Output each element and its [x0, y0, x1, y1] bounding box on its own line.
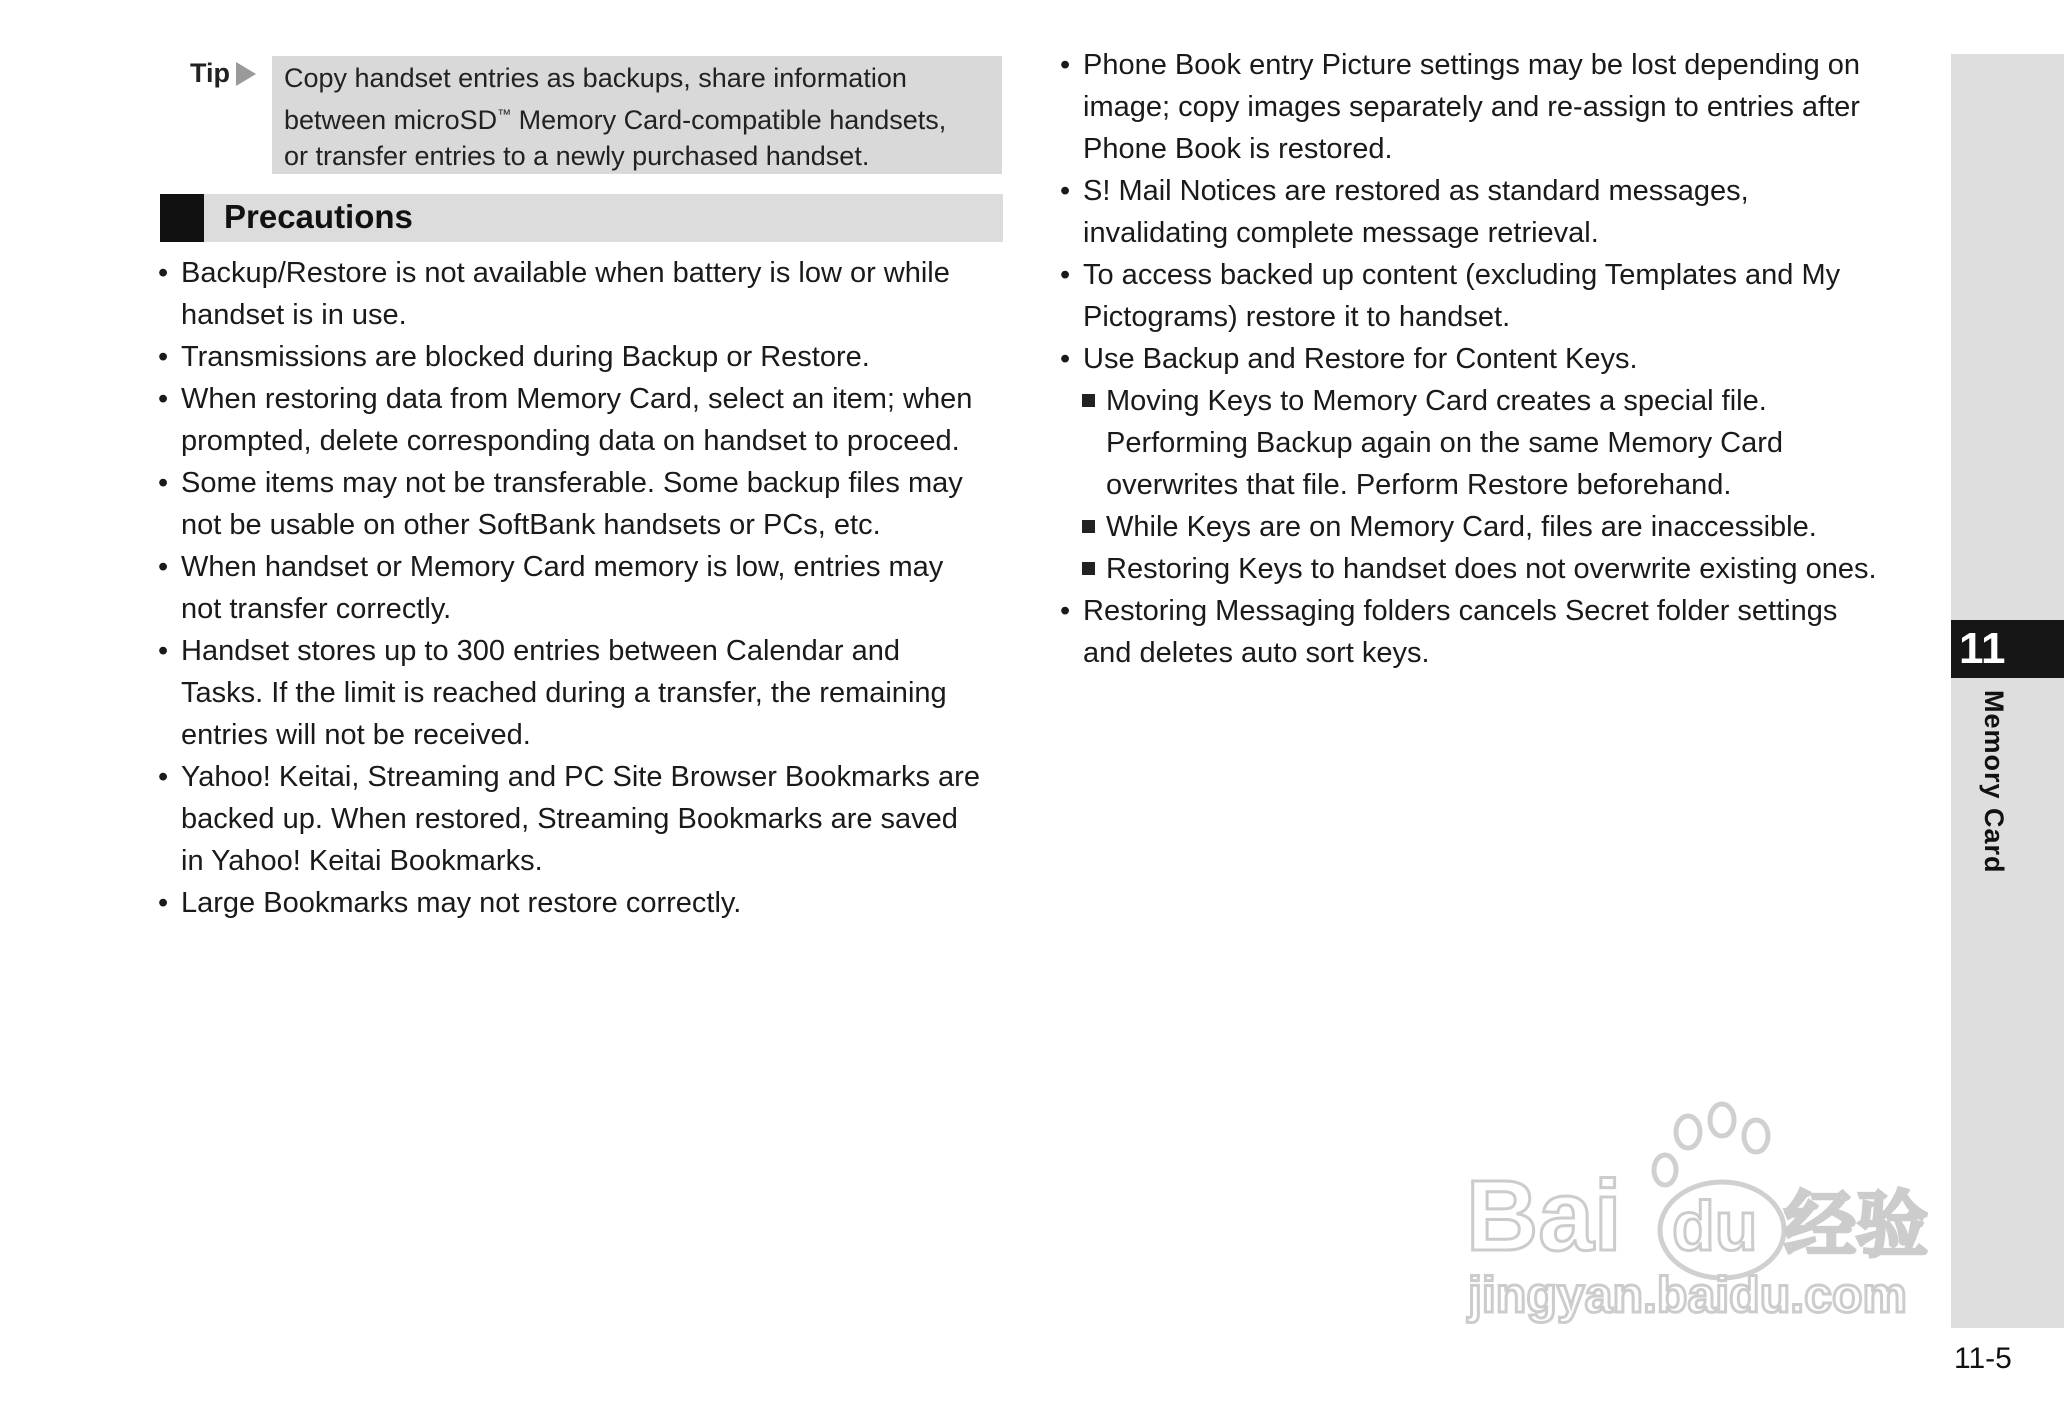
list-item-line: handset is in use. [181, 299, 407, 331]
list-item-line: Moving Keys to Memory Card creates a special file. [1106, 385, 1767, 417]
watermark-url-text: jingyan.baidu.com [1468, 1267, 1907, 1323]
list-item-line: backed up. When restored, Streaming Bookmarks are saved [181, 803, 958, 835]
list-item [158, 252, 1008, 336]
list-item-line: Performing Backup again on the same Memory Card [1106, 427, 1783, 459]
precautions-list-left [158, 252, 1008, 924]
tip-arrow-icon [236, 62, 256, 86]
chapter-label: Memory Card [1979, 690, 2009, 874]
list-item-line: While Keys are on Memory Card, files are inaccessible. [1106, 511, 1817, 543]
list-item-line: Backup/Restore is not available when battery is low or while [181, 257, 950, 289]
bullet-icon: • [1060, 175, 1071, 207]
tip-line: Copy handset entries as backups, share information [284, 63, 907, 93]
list-item [158, 882, 1008, 924]
bullet-icon: • [158, 887, 169, 919]
bullet-icon: • [158, 635, 169, 667]
tip-box [272, 56, 1002, 174]
bullet-icon: • [158, 257, 169, 289]
list-item-line: entries will not be received. [181, 719, 531, 751]
page-number: 11-5 [1954, 1342, 2012, 1375]
bullet-icon: • [1060, 595, 1071, 627]
list-item-line: Transmissions are blocked during Backup or Restore. [181, 341, 870, 373]
list-item [158, 756, 1008, 882]
tip-text: between microSD [284, 105, 498, 135]
list-item [1060, 170, 1920, 254]
list-item-line: Phone Book is restored. [1083, 133, 1393, 165]
list-item [158, 462, 1008, 546]
list-item-line: When restoring data from Memory Card, select an item; when [181, 383, 973, 415]
list-item-line: When handset or Memory Card memory is low, entries may [181, 551, 944, 583]
bullet-icon: • [158, 761, 169, 793]
tip-label [190, 58, 256, 89]
list-item-line: invalidating complete message retrieval. [1083, 217, 1599, 249]
bullet-icon: • [158, 467, 169, 499]
list-item-line: Yahoo! Keitai, Streaming and PC Site Browser Bookmarks are [181, 761, 980, 793]
bullet-icon: • [1060, 259, 1071, 291]
square-bullet-icon [1082, 562, 1095, 575]
list-item-line: not transfer correctly. [181, 593, 452, 625]
precautions-list-right [1060, 44, 1920, 674]
sub-list-item [1060, 506, 1920, 548]
square-bullet-icon [1082, 394, 1095, 407]
trademark-symbol: ™ [497, 106, 512, 122]
list-item-line: in Yahoo! Keitai Bookmarks. [181, 845, 543, 877]
tip-label-text: Tip [190, 58, 230, 88]
watermark-cn-text: 经验 [1784, 1186, 1929, 1266]
list-item [158, 378, 1008, 462]
list-item-line: prompted, delete corresponding data on handset to proceed. [181, 425, 960, 457]
square-bullet-icon [1082, 520, 1095, 533]
list-item-line: Large Bookmarks may not restore correctly. [181, 887, 742, 919]
tip-text: Memory Card-compatible handsets, [511, 105, 947, 135]
list-item [1060, 338, 1920, 380]
list-item-line: overwrites that file. Perform Restore beforehand. [1106, 469, 1732, 501]
list-item [158, 546, 1008, 630]
tip-line [284, 96, 990, 138]
chapter-number: 11 [1959, 624, 2006, 673]
list-item-line: Phone Book entry Picture settings may be lost depending on [1083, 49, 1861, 81]
section-title: Precautions [224, 198, 413, 235]
chapter-number-box [1951, 620, 2064, 678]
bullet-icon: • [1060, 49, 1071, 81]
list-item [1060, 254, 1920, 338]
section-header [160, 194, 1003, 242]
bullet-icon: • [158, 551, 169, 583]
list-item [158, 336, 1008, 378]
list-item-line: Handset stores up to 300 entries between Calendar and [181, 635, 901, 667]
bullet-icon: • [158, 341, 169, 373]
watermark-brand-text: Bai [1466, 1160, 1622, 1272]
section-marker [160, 194, 204, 242]
tip-line: or transfer entries to a newly purchased handset. [284, 141, 870, 171]
baidu-watermark-logo [1460, 1090, 1940, 1330]
list-item-line: Tasks. If the limit is reached during a transfer, the remaining [181, 677, 947, 709]
list-item-line: Restoring Messaging folders cancels Secret folder settings [1083, 595, 1838, 627]
list-item-line: Some items may not be transferable. Some backup files may [181, 467, 963, 499]
list-item [1060, 590, 1920, 674]
sub-list-item [1060, 380, 1920, 506]
list-item-line: S! Mail Notices are restored as standard messages, [1083, 175, 1749, 207]
sub-list-item [1060, 548, 1920, 590]
list-item-line: Use Backup and Restore for Content Keys. [1083, 343, 1638, 375]
list-item-line: and deletes auto sort keys. [1083, 637, 1430, 669]
list-item-line: Restoring Keys to handset does not overwrite existing ones. [1106, 553, 1877, 585]
list-item [1060, 44, 1920, 170]
list-item-line: not be usable on other SoftBank handsets or PCs, etc. [181, 509, 881, 541]
bullet-icon: • [158, 383, 169, 415]
list-item-line: To access backed up content (excluding Templates and My [1083, 259, 1841, 291]
bullet-icon: • [1060, 343, 1071, 375]
list-item [158, 630, 1008, 756]
watermark-brand-text: du [1672, 1187, 1758, 1265]
list-item-line: Pictograms) restore it to handset. [1083, 301, 1511, 333]
list-item-line: image; copy images separately and re-assign to entries after [1083, 91, 1860, 123]
